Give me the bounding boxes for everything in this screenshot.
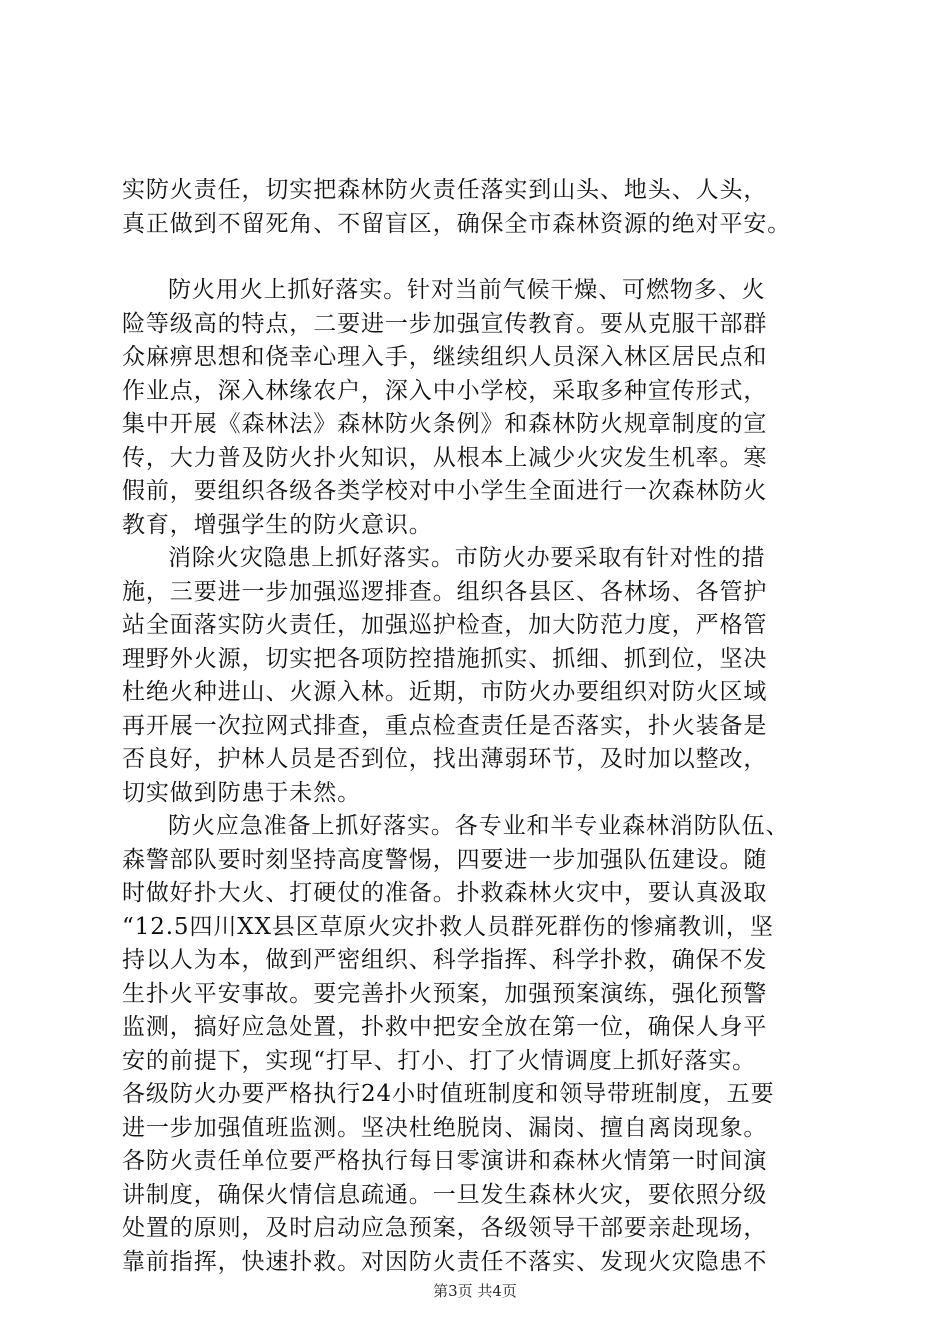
paragraph-1 xyxy=(122,174,834,241)
text-line: 处置的原则，及时启动应急预案，各级领导干部要亲赴现场， xyxy=(122,1215,768,1241)
text-line: 实防火责任，切实把森林防火责任落实到山头、地头、人头， xyxy=(122,177,768,203)
text-line: “12.5四川XX县区草原火灾扑救人员群死群伤的惨痛教训，坚 xyxy=(122,913,774,940)
text-line: 切实做到防患于未然。 xyxy=(122,779,361,806)
paragraph-3 xyxy=(122,542,834,810)
text-line: 站全面落实防火责任，加强巡护检查，加大防范力度，严格管 xyxy=(122,612,768,638)
text-line: 集中开展《森林法》森林防火条例》和森林防火规章制度的宣 xyxy=(122,411,768,437)
text-line: 持以人为本，做到严密组织、科学指挥、科学扑救，确保不发 xyxy=(122,947,768,973)
text-line: 作业点，深入林缘农户，深入中小学校，采取多种宣传形式， xyxy=(122,377,768,404)
text-line: 众麻痹思想和侥幸心理入手，继续组织人员深入林区居民点和 xyxy=(122,344,768,370)
document-body xyxy=(122,174,834,1279)
text-line: 各级防火办要严格执行24小时值班制度和领导带班制度，五要 xyxy=(122,1081,775,1107)
text-line: 生扑火平安事故。要完善扑火预案，加强预案演练，强化预警 xyxy=(122,980,768,1007)
text-line: 传，大力普及防火扑火知识，从根本上减少火灾发生机率。寒 xyxy=(122,444,768,471)
text-line: 进一步加强值班监测。坚决杜绝脱岗、漏岗、擅自离岗现象。 xyxy=(122,1114,768,1141)
text-line: 真正做到不留死角、不留盲区，确保全市森林资源的绝对平安。 xyxy=(122,210,792,237)
text-line: 监测，搞好应急处置，扑救中把安全放在第一位，确保人身平 xyxy=(122,1014,768,1040)
text-line: 时做好扑大火、打硬仗的准备。扑救森林火灾中，要认真汲取 xyxy=(122,880,768,906)
paragraph-2 xyxy=(122,274,834,542)
text-line: 否良好，护林人员是否到位，找出薄弱环节，及时加以整改， xyxy=(122,746,768,772)
text-line: 各防火责任单位要严格执行每日零演讲和森林火情第一时间演 xyxy=(122,1148,768,1174)
text-line: 森警部队要时刻坚持高度警惕，四要进一步加强队伍建设。随 xyxy=(122,846,768,873)
text-line: 防火用火上抓好落实。针对当前气候干燥、可燃物多、火 xyxy=(168,277,766,303)
text-line: 施，三要进一步加强巡逻排查。组织各县区、各林场、各管护 xyxy=(122,578,768,605)
text-line: 理野外火源，切实把各项防控措施抓实、抓细、抓到位，坚决 xyxy=(122,645,768,672)
text-line: 杜绝火种进山、火源入林。近期，市防火办要组织对防火区域 xyxy=(122,679,768,705)
text-line: 教育，增强学生的防火意识。 xyxy=(122,511,433,538)
text-line: 消除火灾隐患上抓好落实。市防火办要采取有针对性的措 xyxy=(168,545,766,571)
text-line: 讲制度，确保火情信息疏通。一旦发生森林火灾，要依照分级 xyxy=(122,1181,768,1208)
paragraph-4 xyxy=(122,810,834,1279)
text-line: 靠前指挥，快速扑救。对因防火责任不落实、发现火灾隐患不 xyxy=(122,1248,768,1275)
text-line: 再开展一次拉网式排查，重点检查责任是否落实，扑火装备是 xyxy=(122,712,768,739)
text-line: 险等级高的特点，二要进一步加强宣传教育。要从克服干部群 xyxy=(122,310,768,337)
text-line: 安的前提下，实现“打早、打小、打了火情调度上抓好落实。 xyxy=(122,1047,757,1074)
text-line: 假前，要组织各级各类学校对中小学生全面进行一次森林防火 xyxy=(122,478,768,504)
text-line: 防火应急准备上抓好落实。各专业和半专业森林消防队伍、 xyxy=(168,813,790,839)
page-footer: 第3页 共4页 xyxy=(433,1282,517,1300)
paragraph-gap xyxy=(122,241,834,274)
